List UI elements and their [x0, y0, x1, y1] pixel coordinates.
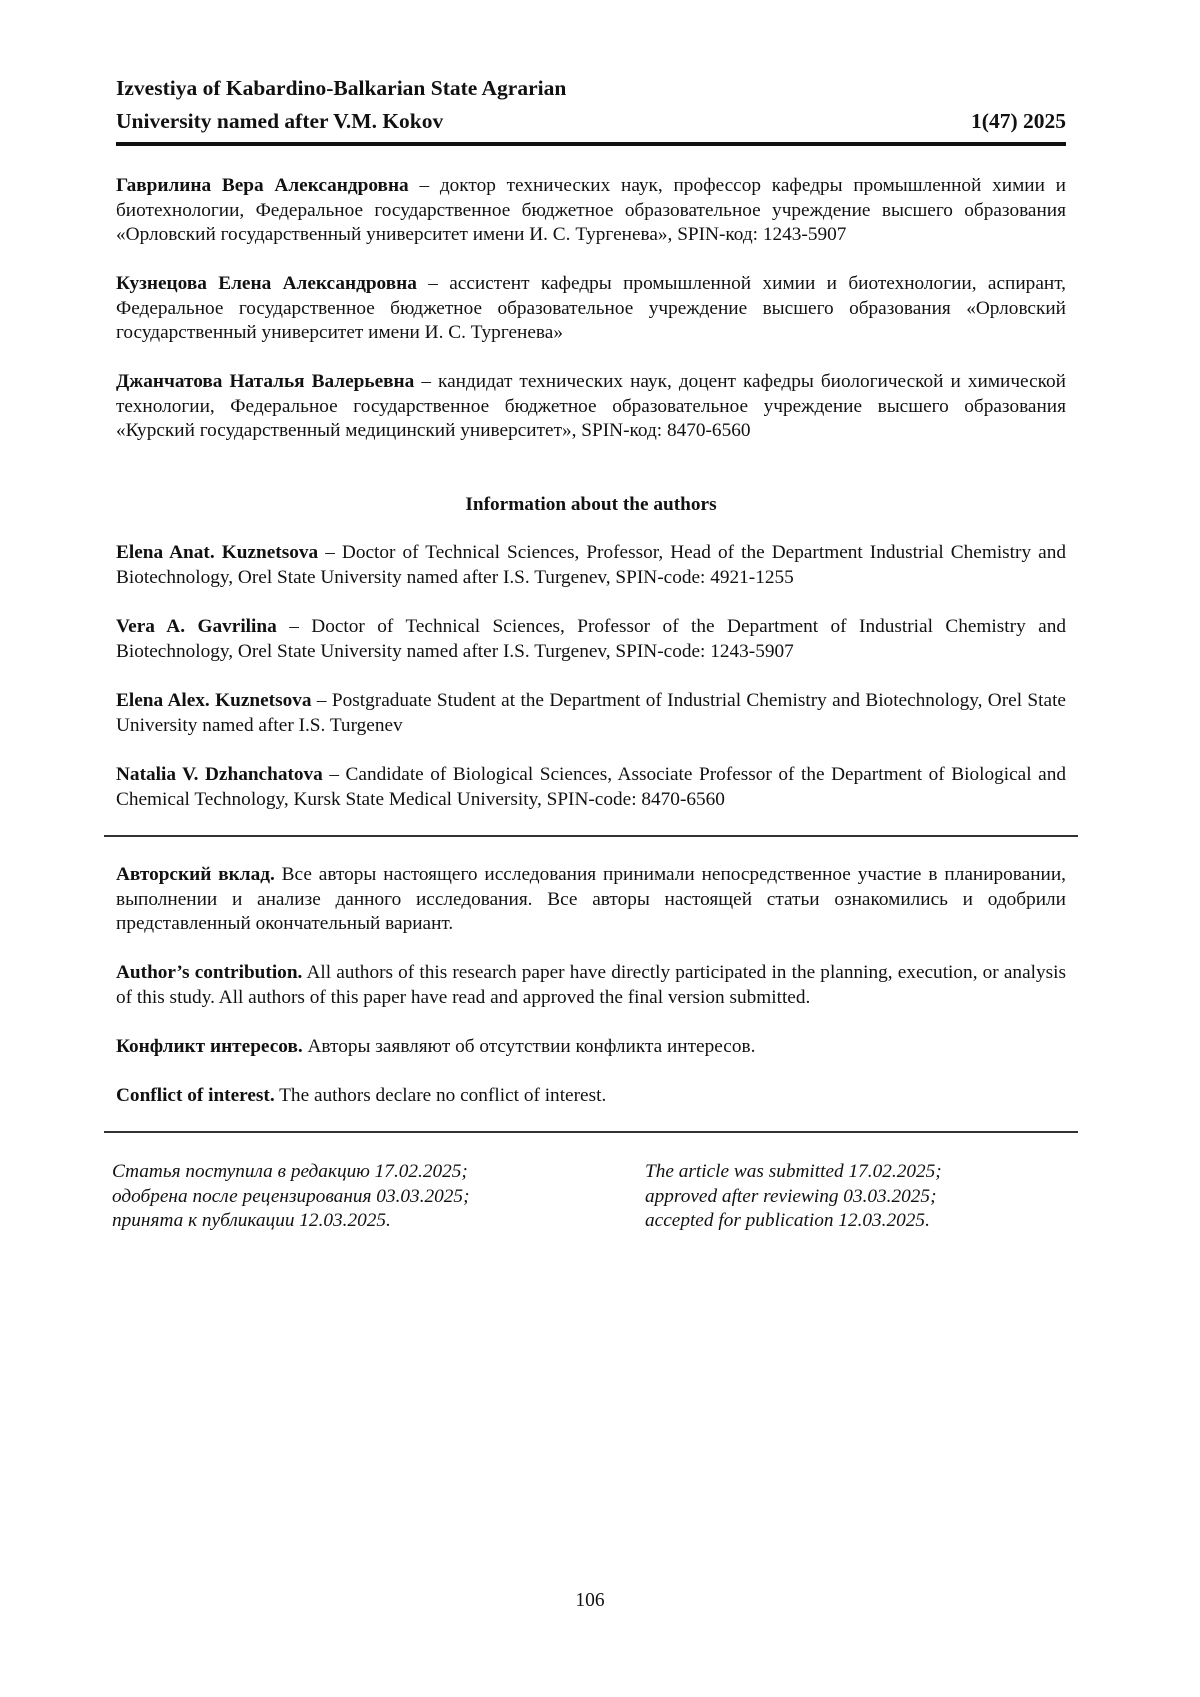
info-about-authors-heading: Information about the authors — [116, 493, 1066, 517]
en-author-name-1: Elena Anat. Kuznetsova — [116, 542, 318, 563]
ru-author-entry-3 — [116, 370, 1066, 444]
conflict-en-text: The authors declare no conflict of interest. — [275, 1085, 607, 1106]
en-author-name-4: Natalia V. Dzhanchatova — [116, 764, 323, 785]
ru-author-name-1: Гаврилина Вера Александровна — [116, 175, 409, 196]
date-en-approved: approved after reviewing 03.03.2025; — [645, 1185, 942, 1210]
en-author-text-4: – Candidate of Biological Sciences, Associate Professor of the Department of Biological and Chemical Technology, Kursk State Medical University, SPIN-code: 8470-6560 — [116, 764, 1066, 810]
ru-author-text-2: – ассистент кафедры промышленной химии и биотехнологии, аспирант, Федеральное государственное бюджетное образовательное учреждение высшего образования «Орловский государственный университет имени И. С. Тургенева» — [116, 273, 1066, 343]
header-line-2 — [116, 105, 1066, 138]
header-divider — [116, 142, 1066, 146]
date-ru-submitted: Статья поступила в редакцию 17.02.2025; — [112, 1160, 470, 1185]
ru-author-entry-2 — [116, 272, 1066, 346]
conflict-en — [116, 1084, 1066, 1109]
contribution-en-label: Author’s contribution. — [116, 962, 302, 983]
en-author-text-3: – Postgraduate Student at the Department of Industrial Chemistry and Biotechnology, Orel State University named after I.S. Turgenev — [116, 690, 1066, 736]
en-author-entry-1 — [116, 541, 1066, 590]
header-line-1 — [116, 72, 1066, 105]
issue-number: 1(47) 2025 — [971, 105, 1066, 138]
en-author-entry-2 — [116, 615, 1066, 664]
conflict-ru — [116, 1035, 1066, 1060]
section-divider-2 — [104, 1131, 1078, 1133]
contribution-ru — [116, 863, 1066, 937]
conflict-ru-label: Конфликт интересов. — [116, 1036, 303, 1057]
ru-author-text-1: – доктор технических наук, профессор кафедры промышленной химии и биотехнологии, Федеральное государственное бюджетное образовательное учреждение высшего образования «Орловский государственный университет имени И. С. Тургенева», SPIN-код: 1243-5907 — [116, 175, 1066, 245]
contribution-en — [116, 961, 1066, 1010]
conflict-en-label: Conflict of interest. — [116, 1085, 275, 1106]
en-author-name-2: Vera A. Gavrilina — [116, 616, 277, 637]
dates-ru — [112, 1160, 470, 1234]
journal-title-line2: University named after V.M. Kokov — [116, 105, 443, 138]
en-author-entry-3 — [116, 689, 1066, 738]
conflict-ru-text: Авторы заявляют об отсутствии конфликта интересов. — [303, 1036, 756, 1057]
running-header — [116, 72, 1066, 138]
page-number: 106 — [0, 1589, 1180, 1613]
date-en-submitted: The article was submitted 17.02.2025; — [645, 1160, 942, 1185]
ru-author-name-2: Кузнецова Елена Александровна — [116, 273, 417, 294]
ru-author-entry-1 — [116, 174, 1066, 248]
en-author-text-1: – Doctor of Technical Sciences, Professor, Head of the Department Industrial Chemistry and Biotechnology, Orel State University named after I.S. Turgenev, SPIN-code: 4921-1255 — [116, 542, 1066, 588]
journal-title-line1: Izvestiya of Kabardino-Balkarian State Agrarian — [116, 72, 566, 105]
section-divider-1 — [104, 835, 1078, 837]
date-ru-approved: одобрена после рецензирования 03.03.2025; — [112, 1185, 470, 1210]
en-author-text-2: – Doctor of Technical Sciences, Professor of the Department of Industrial Chemistry and Biotechnology, Orel State University named after I.S. Turgenev, SPIN-code: 1243-5907 — [116, 616, 1066, 662]
en-author-entry-4 — [116, 763, 1066, 812]
date-en-accepted: accepted for publication 12.03.2025. — [645, 1209, 942, 1234]
en-author-name-3: Elena Alex. Kuznetsova — [116, 690, 312, 711]
contribution-en-text: All authors of this research paper have directly participated in the planning, execution, or analysis of this study. All authors of this paper have read and approved the final version submitted. — [116, 962, 1066, 1008]
contribution-ru-text: Все авторы настоящего исследования принимали непосредственное участие в планировании, выполнении и анализе данного исследования. Все авторы настоящей статьи ознакомились и одобрили представленный окончательный вариант. — [116, 864, 1066, 934]
ru-author-name-3: Джанчатова Наталья Валерьевна — [116, 371, 414, 392]
ru-author-text-3: – кандидат технических наук, доцент кафедры биологической и химической технологии, Федеральное государственное бюджетное образовательное учреждение высшего образования «Курский государственный медицинский университет», SPIN-код: 8470-6560 — [116, 371, 1066, 441]
date-ru-accepted: принята к публикации 12.03.2025. — [112, 1209, 470, 1234]
contribution-ru-label: Авторский вклад. — [116, 864, 275, 885]
dates-en — [645, 1160, 942, 1234]
